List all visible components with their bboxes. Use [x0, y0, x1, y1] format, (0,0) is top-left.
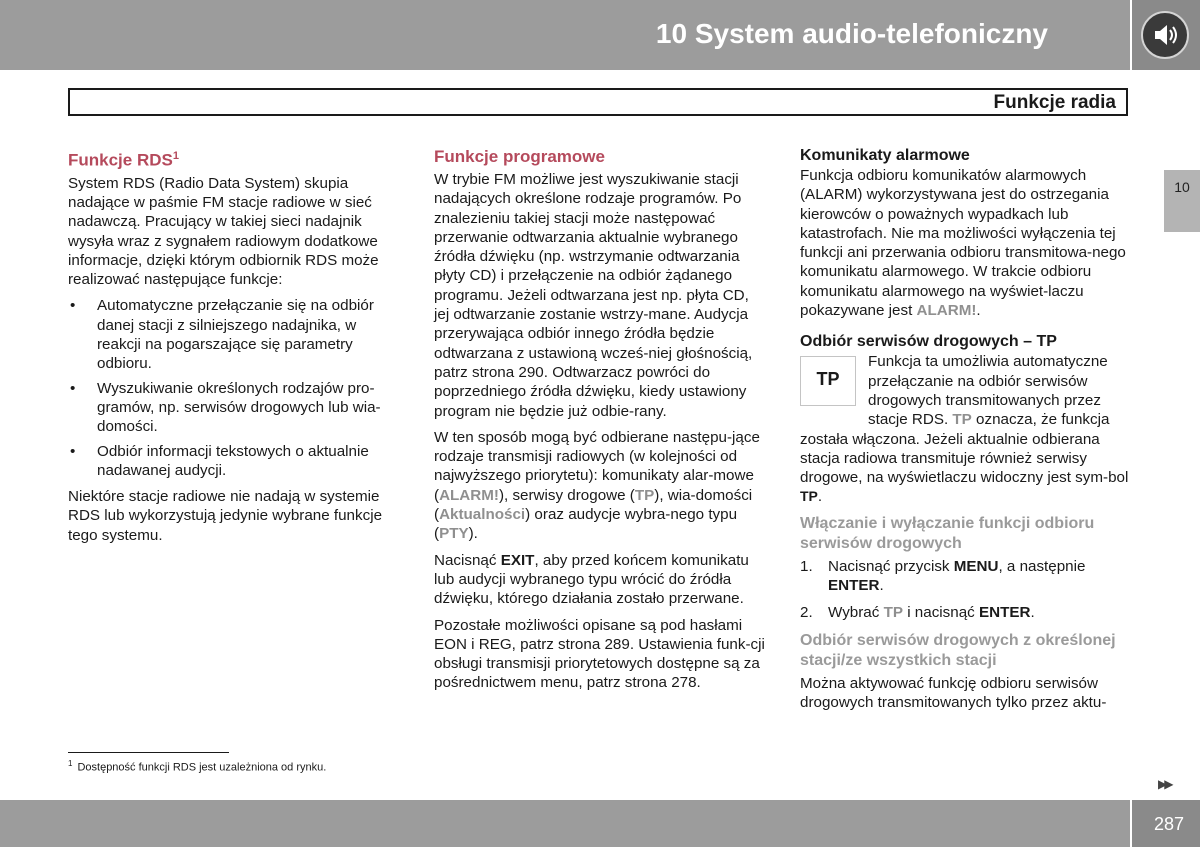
column-rds: [68, 146, 403, 552]
station-paragraph: Można aktywować funkcję odbioru serwisów drogowych transmitowanych tylko przez aktu-: [800, 674, 1107, 711]
rds-outro: Niektóre stacje radiowe nie nadają w systemie RDS lub wykorzystują jedynie wybrane funkcje tego systemu.: [68, 488, 383, 544]
list-item: • Odbiór informacji tekstowych o aktualnie nadawanej audycji.: [68, 442, 403, 481]
list-item: • Automatyczne przełączanie się na odbiór danej stacji z silniejszego nadajnika, w reakcji na pogarszające się parametry odbioru.: [68, 296, 403, 373]
programs-paragraph-2: W ten sposób mogą być odbierane następu-jące rodzaje transmisji radiowych (w kolejności od najwyższego priorytetu): komunikaty alar-mowe (ALARM!), serwisy drogowe (TP), wia-domości (Aktualności) oraz audycje wybra-nego typu (PTY).: [434, 428, 760, 543]
section-header: [68, 88, 1128, 116]
alarm-keyword: ALARM!: [916, 302, 977, 320]
programs-heading: Funkcje programowe: [434, 147, 605, 166]
page-number: 287: [1153, 814, 1184, 834]
tp-steps: [800, 557, 1135, 623]
footnote-divider: [68, 752, 229, 753]
tp-keyword: TP: [634, 486, 655, 504]
page-number-box: [1132, 800, 1200, 847]
tp-display-image: [800, 356, 856, 406]
footer-band: [0, 800, 1130, 847]
column-traffic: [800, 146, 1135, 719]
step-item: 1. Nacisnąć przycisk MENU, a następnie ENTER.: [800, 557, 1086, 595]
list-item: • Wyszukiwanie określonych rodzajów pro-gramów, np. serwisów drogowych lub wia-domości.: [68, 379, 403, 437]
programs-paragraph-4: Pozostałe możliwości opisane są pod hasłami EON i REG, patrz strona 289. Ustawienia funk-cji obsługi transmisji priorytetowych dostępne są za pośrednictwem menu, patrz strona 278.: [434, 616, 765, 692]
tp-onoff-heading: Włączanie i wyłączanie funkcji odbioru serwisów drogowych: [800, 514, 1095, 552]
station-heading: Odbiór serwisów drogowych z określonej stacji/ze wszystkich stacji: [800, 631, 1116, 669]
tp-paragraph: TP Funkcja ta umożliwia automatyczne przełączanie na odbiór serwisów drogowych transmitowanych przez stacje RDS. TP oznacza, że funkcja została włączona. Jeżeli aktualnie odbierana stacja radiowa transmituje również serwisy drogowe, na wyświetlaczu widoczny jest sym-bol TP.: [800, 353, 1129, 506]
alarm-paragraph: Funkcja odbioru komunikatów alarmowych (ALARM) wykorzystywana jest do ostrzegania kierowców o poważnych wypadkach lub katastrofach. Nie ma możliwości wyłączenia tej funkcji ani przerwania odbioru transmitowa-nego komunikatu alarmowego. W trakcie odbioru komunikatu alarmowego na wyświet-laczu pokazywane jest ALARM!.: [800, 167, 1126, 320]
alarm-heading: Komunikaty alarmowe: [800, 147, 970, 164]
chapter-icon-box: [1132, 0, 1200, 70]
programs-paragraph-1: W trybie FM możliwe jest wyszukiwanie stacji nadających określone rodzaje programów. Po znalezieniu takiej stacji może następować przerwanie odtwarzania aktualnie wybranego źródła dźwięku (np. wstrzymanie odtwarzania płyty CD) i przełączenie na odbiór żądanego programu. Jeżeli odtwarzana jest np. płyta CD, jej odtwarzanie zostanie wstrzy-mane. Audycja przerywająca odbiór innego źródła będzie odtwarzana z ustawioną wcześ-niej głośnością, patrz strona 290. Odtwarzacz powróci do poprzedniego źródła dźwięku, kiedy ustawiony program nie będzie już odbie-rany.: [434, 171, 753, 420]
next-page-arrow-icon: ▶▶: [1158, 777, 1171, 791]
speaker-icon: [1141, 11, 1189, 59]
news-keyword: Aktualności: [439, 506, 526, 524]
tp-keyword: TP: [952, 411, 972, 429]
chapter-side-tab: [1164, 170, 1200, 232]
programs-paragraph-3: Nacisnąć EXIT, aby przed końcem komunikatu lub audycji wybranego typu wrócić do źródła dźwięku, którego działania zostało przerwane.: [434, 551, 749, 608]
rds-feature-list: [68, 296, 403, 480]
exit-keyword: EXIT: [500, 551, 535, 569]
step-item: 2. Wybrać TP i nacisnąć ENTER.: [800, 604, 1035, 622]
column-programs: [434, 146, 768, 700]
footnote-ref: 1: [172, 150, 179, 162]
side-tab-label: 10: [1174, 179, 1190, 195]
rds-heading: Funkcje RDS$^1$: [68, 150, 179, 170]
section-title: Funkcje radia: [993, 92, 1116, 113]
alarm-keyword: ALARM!: [439, 486, 499, 504]
pty-keyword: PTY: [439, 525, 469, 543]
header-band: [0, 0, 1130, 70]
footnote: $^1$ Dostępność funkcji RDS jest uzależniona od rynku.: [68, 759, 327, 774]
rds-intro: System RDS (Radio Data System) skupia nadające w paśmie FM stacje radiowe w sieć nadawczą. Pracujący w takiej sieci nadajnik wysyła wraz z sygnałem radiowym dodatkowe informacje, dzięki którym odbiornik RDS może realizować następujące funkcje:: [68, 174, 379, 289]
chapter-title: 10 System audio-telefoniczny: [655, 18, 1048, 49]
tp-heading: Odbiór serwisów drogowych – TP: [800, 333, 1057, 351]
tp-symbol: TP: [816, 369, 840, 390]
tp-symbol-icon: TP: [800, 488, 818, 505]
